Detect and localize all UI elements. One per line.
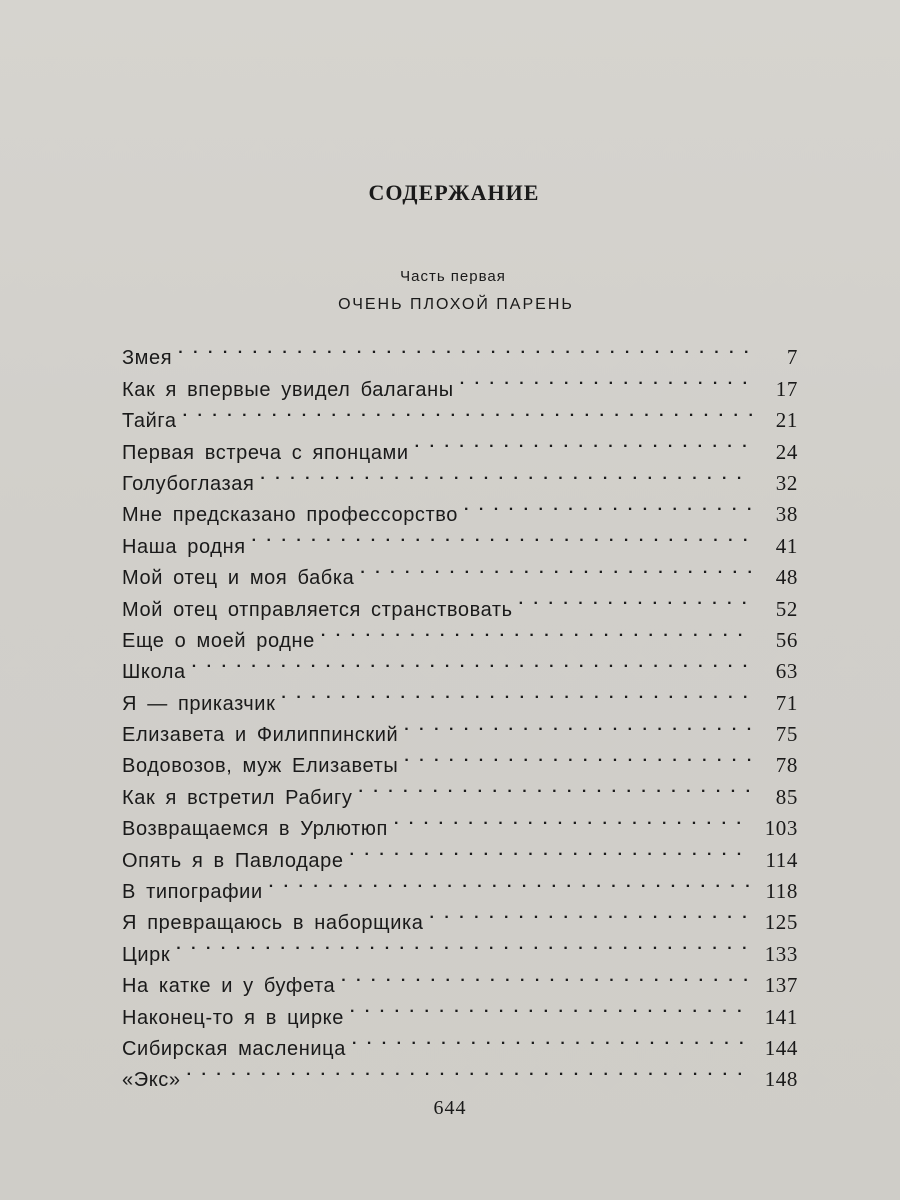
- toc-leader-dots: [252, 521, 752, 552]
- toc-entry: [122, 1055, 798, 1092]
- page-title: СОДЕРЖАНИЕ: [368, 180, 540, 205]
- toc-entry-title: Елизавета и Филиппинский: [122, 724, 399, 747]
- toc-entry-title: Как я впервые увидел балаганы: [122, 378, 454, 401]
- toc-leader-dots: [460, 364, 752, 395]
- toc-entry-title: «Экс»: [122, 1069, 181, 1092]
- toc-entry: [122, 396, 798, 433]
- toc-leader-dots: [260, 459, 752, 490]
- toc-entry-page: 125: [764, 910, 798, 935]
- toc-leader-dots: [464, 490, 752, 521]
- toc-entry-page: 144: [764, 1035, 798, 1060]
- toc-leader-dots: [350, 835, 752, 866]
- toc-leader-dots: [404, 710, 752, 741]
- toc-entry-title: Еще о моей родне: [122, 629, 315, 652]
- toc-entry-title: Как я встретил Рабигу: [122, 786, 353, 809]
- toc-leader-dots: [321, 616, 752, 647]
- toc-entry: [122, 929, 798, 966]
- toc-entry-page: 63: [775, 659, 798, 684]
- toc-entry: [122, 647, 798, 684]
- toc-entry-title: Я — приказчик: [122, 692, 276, 715]
- toc-entry-title: Опять я в Павлодаре: [122, 849, 344, 872]
- toc-leader-dots: [415, 427, 752, 458]
- toc-entry-page: 7: [786, 345, 798, 370]
- toc-entry-title: Возвращаемся в Урлютюп: [122, 818, 388, 841]
- toc-entry-page: 71: [775, 690, 798, 715]
- toc-leader-dots: [176, 929, 752, 960]
- toc-entry-title: Змея: [122, 347, 173, 370]
- toc-leader-dots: [183, 396, 752, 427]
- toc-entry-title: Мой отец отправляется странствовать: [122, 598, 513, 621]
- toc-entry-page: 32: [775, 470, 798, 495]
- toc-entry: [122, 678, 798, 715]
- table-of-contents: [122, 333, 798, 1092]
- toc-entry-page: 114: [765, 847, 798, 872]
- toc-leader-dots: [269, 867, 752, 898]
- toc-entry-page: 17: [775, 376, 798, 401]
- toc-entry-title: Наша родня: [122, 535, 246, 558]
- toc-leader-dots: [430, 898, 753, 929]
- toc-entry: [122, 333, 798, 370]
- toc-entry-title: В типографии: [122, 881, 263, 904]
- toc-entry-page: 56: [775, 627, 798, 652]
- toc-leader-dots: [359, 772, 753, 803]
- toc-entry-title: Я превращаюсь в наборщика: [122, 912, 424, 935]
- toc-entry-page: 148: [764, 1067, 798, 1092]
- toc-entry-page: 48: [775, 565, 798, 590]
- toc-leader-dots: [281, 678, 752, 709]
- toc-leader-dots: [350, 992, 752, 1023]
- toc-entry-page: 21: [775, 408, 798, 433]
- toc-entry: [122, 961, 798, 998]
- toc-entry-title: Наконец-то я в цирке: [122, 1006, 344, 1029]
- toc-entry-title: Голубоглазая: [122, 472, 255, 495]
- toc-entry-page: 85: [775, 784, 798, 809]
- toc-leader-dots: [404, 741, 752, 772]
- part-label: Часть первая: [400, 268, 506, 285]
- toc-leader-dots: [352, 1024, 752, 1055]
- toc-entry-page: 52: [775, 596, 798, 621]
- toc-entry-title: Школа: [122, 661, 186, 684]
- toc-entry-title: Тайга: [122, 410, 177, 433]
- toc-leader-dots: [360, 553, 752, 584]
- toc-leader-dots: [178, 333, 752, 364]
- toc-leader-dots: [187, 1055, 752, 1086]
- part-title: ОЧЕНЬ ПЛОХОЙ ПАРЕНЬ: [338, 296, 574, 313]
- toc-entry-title: Цирк: [122, 943, 171, 966]
- toc-entry-title: Сибирская масленица: [122, 1037, 346, 1060]
- toc-leader-dots: [341, 961, 752, 992]
- toc-entry-page: 38: [775, 502, 798, 527]
- toc-entry-title: Мне предсказано профессорство: [122, 504, 459, 527]
- toc-entry-page: 78: [775, 753, 798, 778]
- toc-entry-page: 118: [765, 879, 798, 904]
- toc-entry-page: 24: [775, 439, 798, 464]
- toc-entry-title: Первая встреча с японцами: [122, 441, 409, 464]
- toc-leader-dots: [394, 804, 752, 835]
- toc-entry-title: Водовозов, муж Елизаветы: [122, 755, 399, 778]
- page-number: 644: [433, 1097, 467, 1119]
- toc-leader-dots: [192, 647, 752, 678]
- toc-entry-page: 137: [764, 973, 798, 998]
- toc-entry-page: 75: [775, 722, 798, 747]
- toc-leader-dots: [519, 584, 752, 615]
- toc-entry-title: На катке и у буфета: [122, 975, 336, 998]
- toc-entry-title: Мой отец и моя бабка: [122, 567, 355, 590]
- toc-entry-page: 103: [764, 816, 798, 841]
- toc-entry-page: 41: [775, 533, 798, 558]
- toc-entry-page: 141: [764, 1004, 798, 1029]
- toc-entry: [122, 427, 798, 464]
- toc-entry: [122, 364, 798, 401]
- toc-entry-page: 133: [764, 941, 798, 966]
